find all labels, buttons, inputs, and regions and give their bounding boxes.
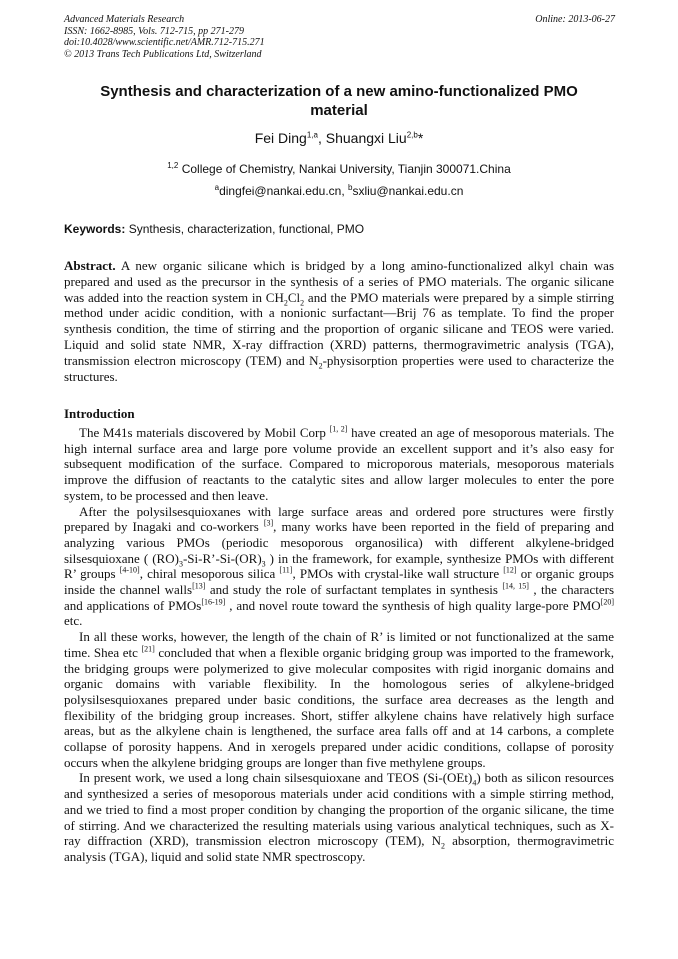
citation[interactable]: [1, 2] (329, 424, 348, 434)
paragraph-text: , and novel route toward the synthesis of high quality large-pore PMO (225, 597, 601, 613)
email-mark: b (348, 183, 353, 192)
citation[interactable]: [11] (279, 566, 293, 575)
title-line: Synthesis and characterization of a new amino-functionalized PMO (100, 83, 578, 100)
paragraph-text: absorption, thermogravimetric analysis (TGA), liquid and solid state NMR spectroscopy. (64, 833, 614, 864)
author-name: Fei Ding (254, 130, 307, 146)
journal-name: Advanced Materials Research (64, 14, 185, 25)
paragraph-text: After the polysilsesquioxanes with large surface areas and ordered pore structures were firstly prepared by Inagaki and co-workers (64, 503, 614, 535)
paragraph-text: ) in the framework, for example, synthesize PMOs with different R’ groups (64, 550, 615, 582)
publication-header (64, 14, 265, 60)
paragraph-text: , PMOs with crystal-like wall structure (292, 566, 504, 582)
author-affiliation-mark: 2,b (406, 130, 418, 140)
keywords-text: Synthesis, characterization, functional, PMO (125, 222, 365, 236)
email-link[interactable]: sxliu@nankai.edu.cn (352, 184, 464, 198)
corresponding-author-mark: * (417, 130, 424, 146)
paper-title (64, 82, 614, 120)
subscript: 2 (300, 298, 305, 308)
paragraph-text: or organic groups inside the channel walls (64, 566, 614, 598)
paragraph (64, 504, 614, 630)
introduction-body (64, 425, 614, 865)
paragraph-text: In all these works, however, the length of the chain of R’ is limited or not functionalized at the same time. Shea etc (64, 629, 614, 660)
citation[interactable]: [12] (503, 566, 517, 575)
email-link[interactable]: dingfei@nankai.edu.cn, (219, 184, 348, 198)
author-separator: , (317, 130, 326, 146)
affiliation-mark: 1,2 (167, 161, 179, 170)
citation[interactable]: [20] (600, 597, 614, 607)
paragraph-text: , the characters and applications of PMOs (64, 582, 614, 613)
keywords (64, 222, 364, 236)
paragraph-text: The M41s materials discovered by Mobil Corp (79, 425, 330, 440)
subscript: 4 (472, 779, 477, 789)
citation[interactable]: [21] (141, 644, 155, 654)
subscript: 2 (441, 841, 445, 851)
paragraph-text: In present work, we used a long chain silsesquioxane and TEOS (Si-(OEt) (79, 770, 473, 786)
citation[interactable]: [4-10] (119, 566, 140, 575)
issn-line: ISSN: 1662-8985, Vols. 712-715, pp 271-279 (64, 25, 244, 37)
email-mark: a (214, 183, 220, 192)
paragraph-text: , many works have been reported in the field of preparing and analyzing various PMOs (periodic mesoporous organosilica) with different alkylene-bridged silsesquioxane ( (RO) (64, 519, 614, 566)
online-date: Online: 2013-06-27 (535, 14, 615, 25)
citation[interactable]: [16-19] (201, 597, 226, 607)
citation[interactable]: [14, 15] (502, 581, 529, 591)
subscript: 2 (318, 361, 323, 371)
affiliation (64, 162, 614, 176)
subscript: 3 (178, 559, 183, 569)
author-name: Shuangxi Liu (325, 130, 407, 146)
author-emails (64, 184, 614, 198)
abstract-text: -physisorption properties were used to characterize the structures. (64, 352, 614, 384)
paragraph-text: -Si-R’-Si-(OR) (182, 550, 262, 566)
section-heading: Introduction (64, 406, 135, 421)
abstract (64, 258, 614, 384)
copyright-line: © 2013 Trans Tech Publications Ltd, Switzerland (64, 48, 262, 60)
paragraph (64, 629, 614, 770)
paragraph-text: and study the role of surfactant templates in synthesis (205, 582, 503, 598)
citation[interactable]: [13] (192, 581, 206, 591)
affiliation-text: College of Chemistry, Nankai University, Tianjin 300071.China (178, 162, 511, 176)
doi-line: doi:10.4028/www.scientific.net/AMR.712-715.271 (64, 37, 265, 48)
paragraph-text: have created an age of mesoporous materials. The high internal surface area and large pore volume provide an excellent support and it’s also easy for subsequent modification of the surface. Compared to microporous materials, mesoporous materials improve the diffusion of reactants to the catalytic sites and allow larger molecules to enter the pore system, to be processed and then leave. (64, 425, 614, 503)
abstract-label: Abstract. (64, 258, 116, 273)
title-line: material (310, 102, 368, 119)
subscript: 3 (261, 559, 266, 569)
author-list (64, 130, 614, 146)
citation[interactable]: [3] (263, 518, 274, 528)
paragraph (64, 770, 614, 864)
paragraph-text: concluded that when a flexible organic bridging group was imported to the framework, the bridging groups were polymerized to give molecular composites with rigid inorganic domains and organic domains with variable flexibility. In the homologous series of alkylene-bridged polysilsesquioxanes prepared under basic conditions, the surface area decreases as the length and flexibility of the bridging group increases. Short, stiffer alkylene chains have relatively high surface areas, but as the alkylene chain is lengthened, the surface area falls off and at 14 carbons, a complete collapse of porosity happens. And in xerogels prepared under acidic conditions, collapse of porosity occurs when the alkylene bridging groups are longer than five methylene groups. (64, 644, 614, 770)
subscript: 2 (283, 298, 288, 308)
abstract-text: and the PMO materials were prepared by a simple stirring method under acidic condition, with a nonionic surfactant—Brij 76 as template. To find the proper synthesis condition, the time of stirring and the proportion of organic silicane and TEOS were varied. Liquid and solid state NMR, X-ray diffraction (XRD) patterns, thermogravimetric analysis (TGA), transmission electron microscopy (TEM) and N (64, 289, 615, 368)
paragraph (64, 425, 614, 504)
paragraph-text: ) both as silicon resources and synthesized a series of mesoporous materials under acid conditions with a simple stirring method, and we tried to find a most proper condition by changing the proportion of the organic silicane, the time of stirring. And we characterized the resulting materials using various analytical techniques, such as X-ray diffraction (XRD), transmission electron microscopy (TEM), N (64, 770, 614, 849)
abstract-text: Cl (287, 289, 301, 305)
keywords-label: Keywords: (64, 222, 126, 236)
author-affiliation-mark: 1,a (306, 130, 318, 140)
paragraph-text: etc. (64, 613, 83, 629)
paragraph-text: , chiral mesoporous silica (139, 566, 280, 582)
abstract-text: A new organic silicane which is bridged by a long amino-functionalized alkyl chain was prepared and used as the precursor in the synthesis of a series of PMO materials. The organic silicane was added into the reaction system in CH (64, 258, 614, 305)
